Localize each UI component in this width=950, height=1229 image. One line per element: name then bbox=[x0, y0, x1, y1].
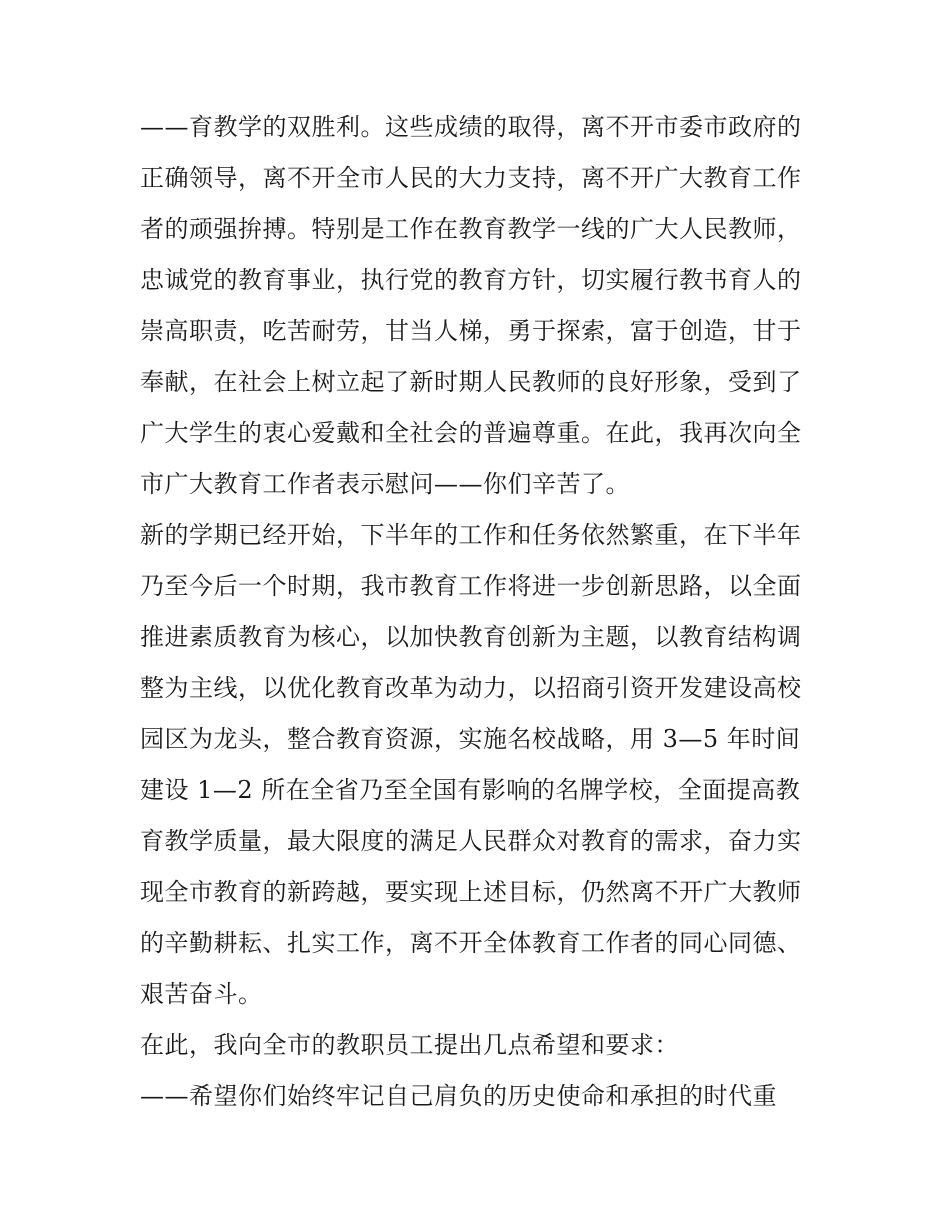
text-line: 育教学质量，最大限度的满足人民群众对教育的需求，奋力实 bbox=[140, 827, 802, 855]
text-line: ——育教学的双胜利。这些成绩的取得，离不开市委市政府的 bbox=[140, 113, 802, 141]
text-line: 整为主线，以优化教育改革为动力，以招商引资开发建设高校 bbox=[140, 674, 802, 702]
text-line: 建设 1—2 所在全省乃至全国有影响的名牌学校，全面提高教 bbox=[140, 776, 801, 804]
text-line: 崇高职责，吃苦耐劳，甘当人梯，勇于探索，富于创造，甘于 bbox=[140, 317, 802, 345]
text-line: 者的顽强拚搏。特别是工作在教育教学一线的广大人民教师， bbox=[140, 215, 802, 243]
text-line: 艰苦奋斗。 bbox=[140, 980, 263, 1008]
text-line: 新的学期已经开始，下半年的工作和任务依然繁重，在下半年 bbox=[140, 521, 802, 549]
text-line: 忠诚党的教育事业，执行党的教育方针，切实履行教书育人的 bbox=[140, 266, 802, 294]
text-line: 推进素质教育为核心，以加快教育创新为主题，以教育结构调 bbox=[140, 623, 802, 651]
text-line: 市广大教育工作者表示慰问——你们辛苦了。 bbox=[140, 470, 630, 498]
text-line: 现全市教育的新跨越，要实现上述目标，仍然离不开广大教师 bbox=[140, 878, 802, 906]
text-line: 奉献，在社会上树立起了新时期人民教师的良好形象，受到了 bbox=[140, 368, 802, 396]
text-line: 的辛勤耕耘、扎实工作，离不开全体教育工作者的同心同德、 bbox=[140, 929, 802, 957]
text-line: 正确领导，离不开全市人民的大力支持，离不开广大教育工作 bbox=[140, 164, 802, 192]
text-line: 在此，我向全市的教职员工提出几点希望和要求： bbox=[140, 1031, 679, 1059]
text-line: ——希望你们始终牢记自己肩负的历史使命和承担的时代重 bbox=[140, 1082, 777, 1110]
text-line: 乃至今后一个时期，我市教育工作将进一步创新思路，以全面 bbox=[140, 572, 802, 600]
body-text bbox=[140, 102, 820, 1122]
text-line: 园区为龙头，整合教育资源，实施名校战略，用 3—5 年时间 bbox=[140, 725, 801, 753]
text-line: 广大学生的衷心爱戴和全社会的普遍尊重。在此，我再次向全 bbox=[140, 419, 802, 447]
